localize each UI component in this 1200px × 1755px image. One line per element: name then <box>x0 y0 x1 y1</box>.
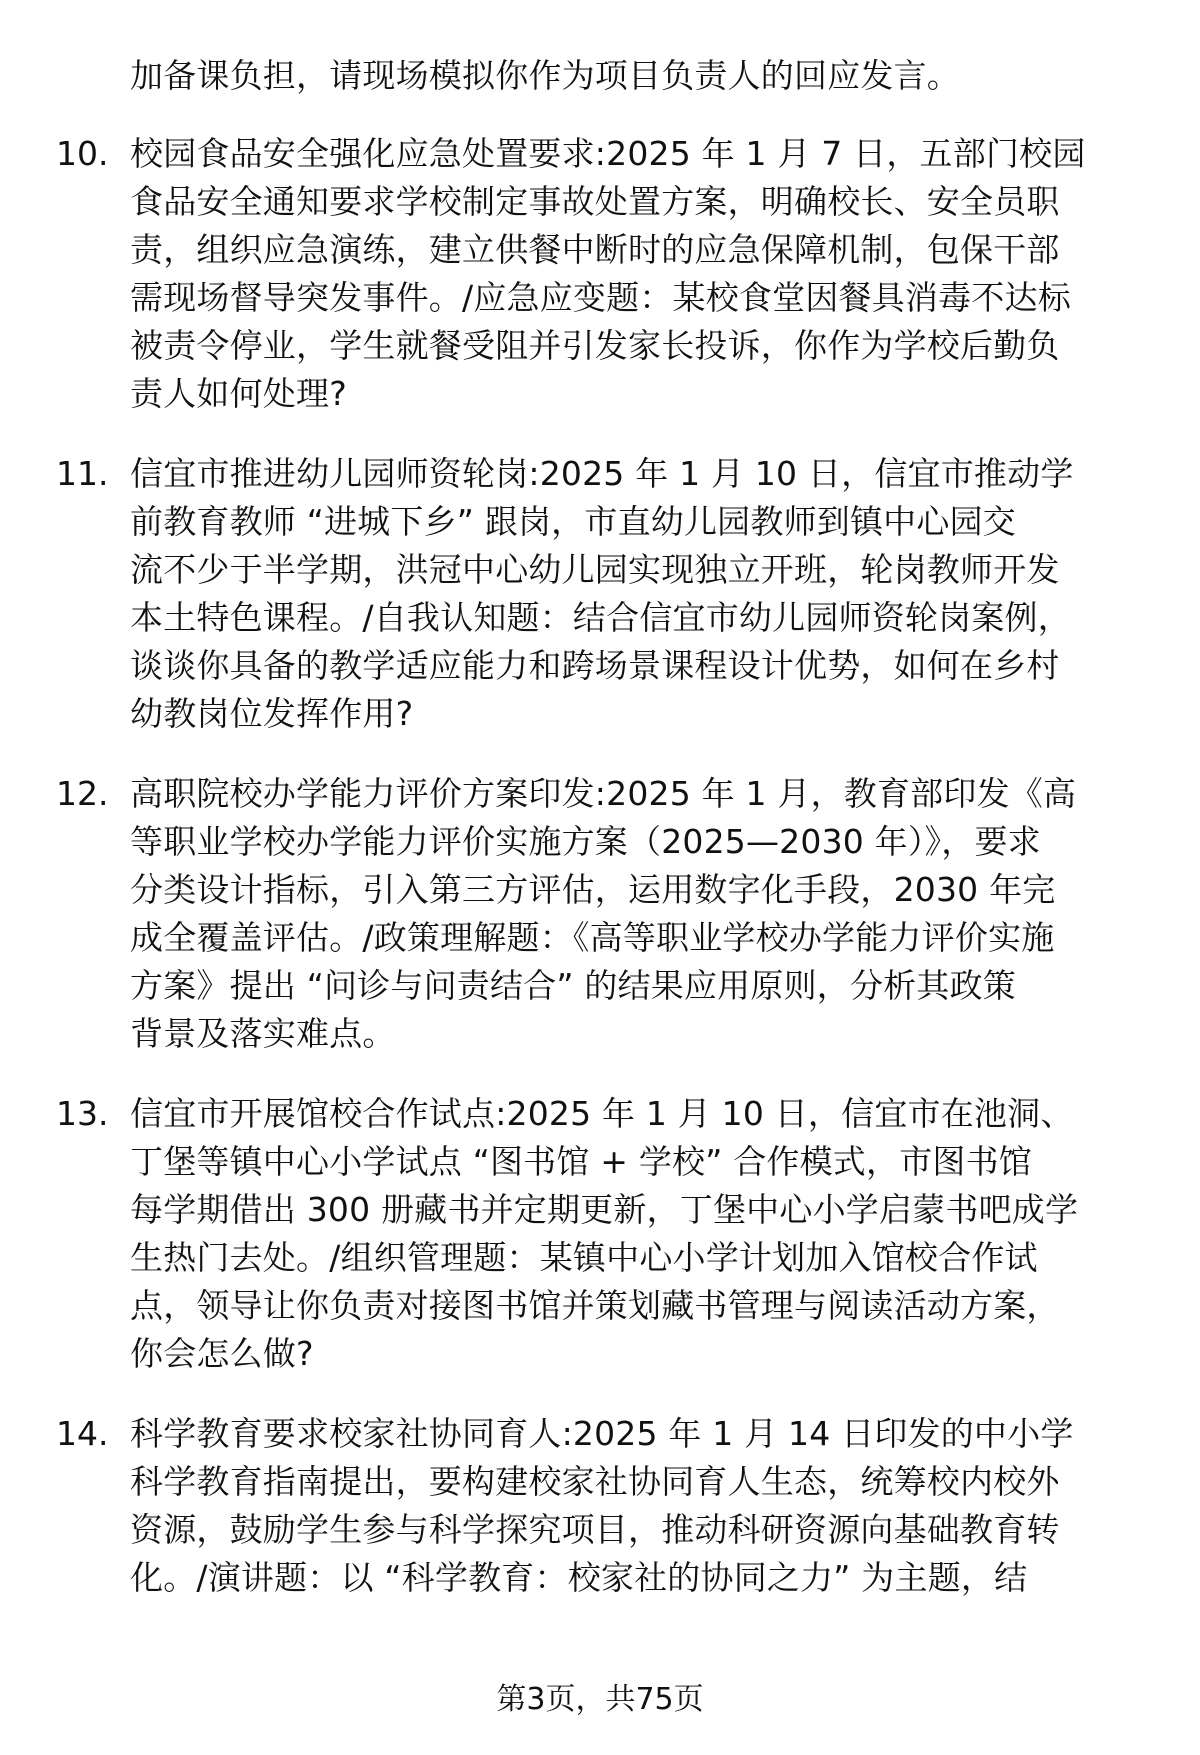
item-line: 校园食品安全强化应急处置要求:2025 年 1 月 7 日，五部门校园 <box>130 134 1086 173</box>
item-number: 12. <box>56 774 109 813</box>
item-line: 被责令停业，学生就餐受阻并引发家长投诉，你作为学校后勤负 <box>130 326 1060 365</box>
item-line: 幼教岗位发挥作用? <box>130 694 414 733</box>
item-number: 11. <box>56 454 109 493</box>
lead-line: 加备课负担，请现场模拟你作为项目负责人的回应发言。 <box>130 56 960 95</box>
item-line: 科学教育指南提出，要构建校家社协同育人生态，统筹校内校外 <box>130 1462 1060 1501</box>
item-line: 责，组织应急演练，建立供餐中断时的应急保障机制，包保干部 <box>130 230 1060 269</box>
item-line: 前教育教师 “进城下乡” 跟岗，市直幼儿园教师到镇中心园交 <box>130 502 1016 541</box>
page-number-footer: 第3页，共75页 <box>496 1682 704 1717</box>
item-line: 点，领导让你负责对接图书馆并策划藏书管理与阅读活动方案， <box>130 1286 1060 1325</box>
item-number: 14. <box>56 1414 109 1453</box>
item-line: 需现场督导突发事件。/应急应变题：某校食堂因餐具消毒不达标 <box>130 278 1071 317</box>
item-line: 成全覆盖评估。/政策理解题：《高等职业学校办学能力评价实施 <box>130 918 1055 957</box>
item-line: 生热门去处。/组织管理题：某镇中心小学计划加入馆校合作试 <box>130 1238 1038 1277</box>
item-number: 13. <box>56 1094 109 1133</box>
item-line: 每学期借出 300 册藏书并定期更新，丁堡中心小学启蒙书吧成学 <box>130 1190 1079 1229</box>
item-line: 谈谈你具备的教学适应能力和跨场景课程设计优势，如何在乡村 <box>130 646 1060 685</box>
item-line: 化。/演讲题：以 “科学教育：校家社的协同之力” 为主题，结 <box>130 1558 1028 1597</box>
item-line: 信宜市推进幼儿园师资轮岗:2025 年 1 月 10 日，信宜市推动学 <box>130 454 1074 493</box>
item-line: 方案》提出 “问诊与问责结合” 的结果应用原则，分析其政策 <box>130 966 1016 1005</box>
item-line: 丁堡等镇中心小学试点 “图书馆 + 学校” 合作模式，市图书馆 <box>130 1142 1033 1181</box>
item-line: 高职院校办学能力评价方案印发:2025 年 1 月，教育部印发《高 <box>130 774 1077 813</box>
item-line: 你会怎么做? <box>130 1334 314 1373</box>
item-line: 责人如何处理? <box>130 374 347 413</box>
item-line: 流不少于半学期，洪冠中心幼儿园实现独立开班，轮岗教师开发 <box>130 550 1060 589</box>
item-line: 资源，鼓励学生参与科学探究项目，推动科研资源向基础教育转 <box>130 1510 1060 1549</box>
item-line: 等职业学校办学能力评价实施方案（2025—2030 年）》，要求 <box>130 822 1041 861</box>
item-line: 分类设计指标，引入第三方评估，运用数字化手段，2030 年完 <box>130 870 1056 909</box>
item-line: 信宜市开展馆校合作试点:2025 年 1 月 10 日，信宜市在池洞、 <box>130 1094 1074 1133</box>
item-line: 本土特色课程。/自我认知题：结合信宜市幼儿园师资轮岗案例， <box>130 598 1071 637</box>
item-line: 食品安全通知要求学校制定事故处置方案，明确校长、安全员职 <box>130 182 1060 221</box>
item-number: 10. <box>56 134 109 173</box>
item-line: 科学教育要求校家社协同育人:2025 年 1 月 14 日印发的中小学 <box>130 1414 1074 1453</box>
item-line: 背景及落实难点。 <box>130 1014 396 1053</box>
